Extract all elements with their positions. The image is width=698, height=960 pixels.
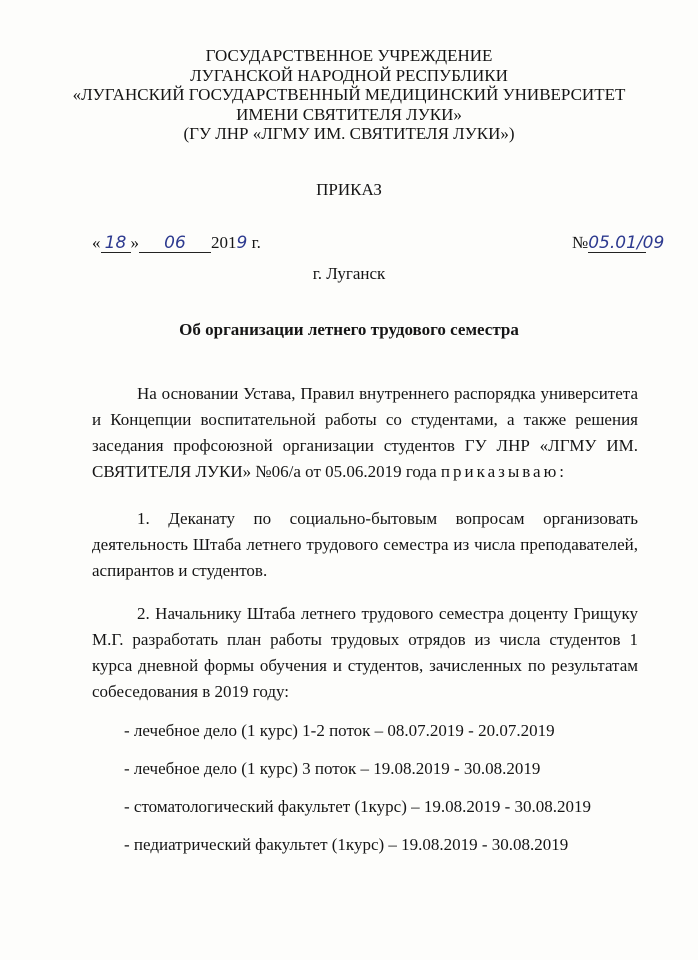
order-date (92, 233, 261, 253)
header-line: ГОСУДАРСТВЕННОЕ УЧРЕЖДЕНИЕ (205, 46, 493, 65)
date-close-quote: » (130, 233, 139, 252)
order-item: 1. Деканату по социально-бытовым вопросам организовать деятельность Штаба летнего трудового семестра из числа преподавателей, аспирантов и студентов. (92, 509, 638, 580)
header-line: «ЛУГАНСКИЙ ГОСУДАРСТВЕННЫЙ МЕДИЦИНСКИЙ УНИВЕРСИТЕТ (72, 85, 626, 104)
date-month: 06 (164, 233, 186, 253)
date-day-field (101, 234, 131, 253)
order-word: приказываю: (440, 462, 568, 481)
document-type: ПРИКАЗ (316, 180, 382, 199)
date-open-quote: « (92, 233, 101, 252)
date-year-suffix: г. (247, 233, 261, 252)
city: г. Луганск (312, 264, 386, 283)
date-year-prefix: 201 (211, 233, 237, 252)
number-field (588, 233, 665, 253)
institution-header (60, 46, 638, 144)
order-number (572, 233, 665, 253)
preamble-paragraph (92, 381, 638, 485)
date-year-digit: 9 (236, 233, 248, 253)
schedule-item: - педиатрический факультет (1курс) – 19.08.2019 - 30.08.2019 (124, 835, 569, 854)
number-sign: № (572, 233, 589, 252)
number-value: 05.01/09 (588, 233, 665, 253)
schedule-item: - лечебное дело (1 курс) 3 поток – 19.08.2019 - 30.08.2019 (124, 759, 541, 778)
date-day: 18 (104, 233, 127, 253)
order-item: 2. Начальнику Штаба летнего трудового семестра доценту Грищуку М.Г. разработать план работы трудовых отрядов из числа студентов 1 курса дневной формы обучения и студентов, зачисленных по результатам собеседования в 2019 году: (92, 604, 638, 701)
schedule-item: - лечебное дело (1 курс) 1-2 поток – 08.07.2019 - 20.07.2019 (124, 721, 555, 740)
header-line: ИМЕНИ СВЯТИТЕЛЯ ЛУКИ» (236, 104, 462, 124)
date-month-field (139, 234, 211, 253)
order-subject: Об организации летнего трудового семестра (179, 320, 519, 339)
schedule-item: - стоматологический факультет (1курс) – 19.08.2019 - 30.08.2019 (124, 797, 592, 816)
header-line: (ГУ ЛНР «ЛГМУ ИМ. СВЯТИТЕЛЯ ЛУКИ») (183, 124, 515, 143)
header-line: ЛУГАНСКОЙ НАРОДНОЙ РЕСПУБЛИКИ (190, 65, 508, 85)
preamble-text: На основании Устава, Правил внутреннего распорядка университета и Концепции воспитательной работы со студентами, а также решения заседания профсоюзной организации студентов ГУ ЛНР «ЛГМУ ИМ. СВЯТИТЕЛЯ ЛУКИ» №06/а от 05.06.2019 года (92, 384, 638, 481)
